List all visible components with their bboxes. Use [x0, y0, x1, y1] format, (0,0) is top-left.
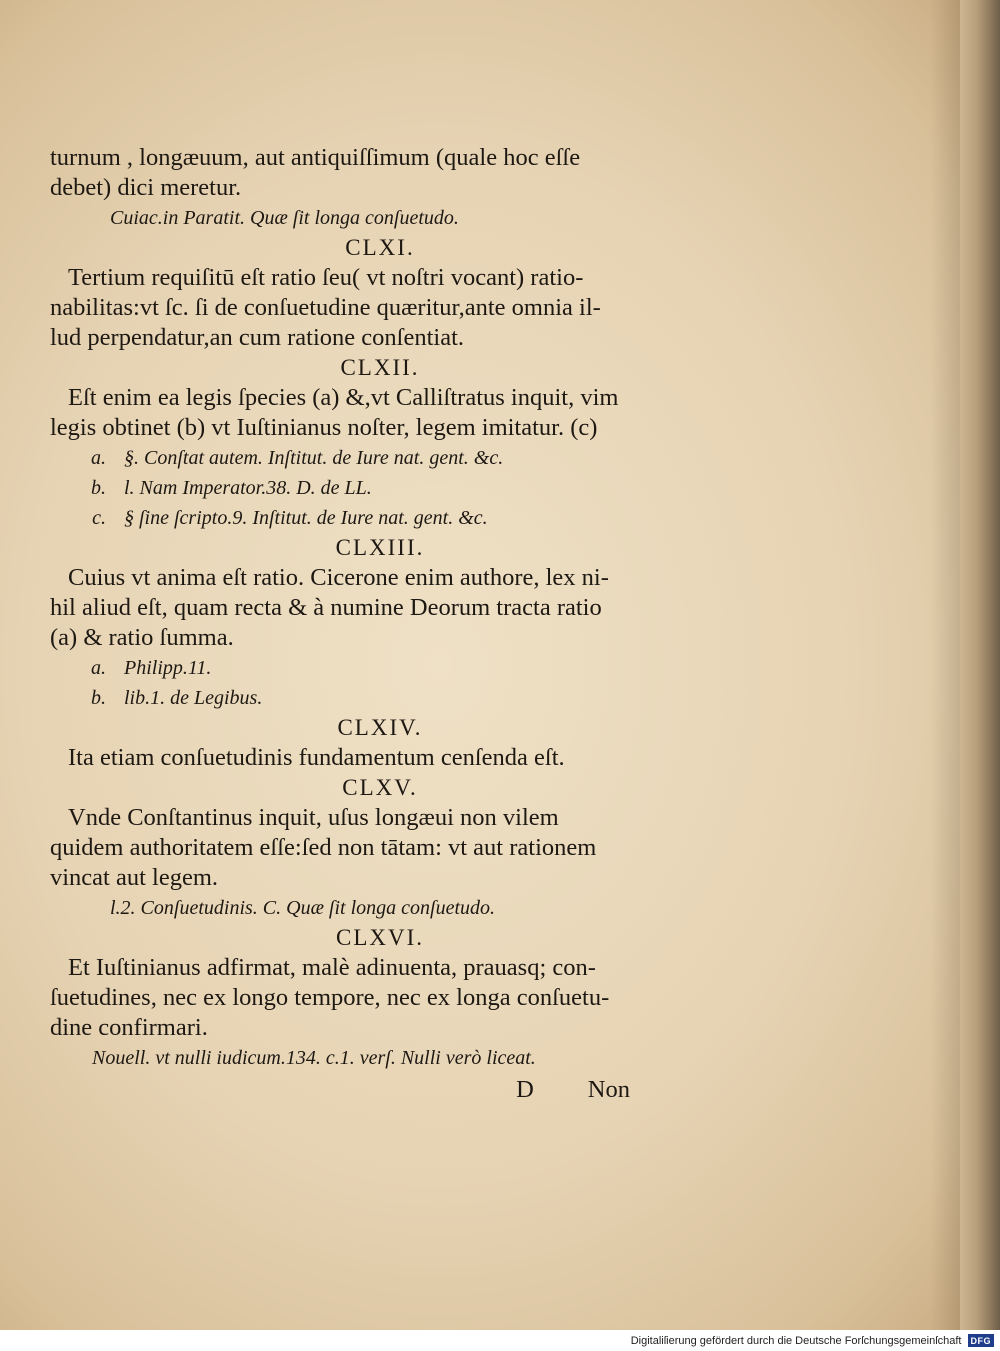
- footnote: [50, 683, 670, 713]
- footnote-mark: a.: [91, 657, 106, 679]
- text-line: vincat aut legem.: [50, 864, 219, 891]
- footnote-text: l. Nam Imperator.38. D. de LL.: [124, 477, 372, 499]
- text-line: Eſt enim ea legis ſpecies (a) &,vt Calliſtratus inquit, vim: [68, 384, 619, 411]
- footnote-text: Philipp.11.: [124, 657, 212, 679]
- citation: Cuiac.in Paratit. Quæ ſit longa conſuetudo.: [110, 207, 459, 229]
- text-line: Et Iuſtinianus adfirmat, malè adinuenta, prauasq; con-: [68, 954, 596, 981]
- footnote-text: § ſine ſcripto.9. Inſtitut. de Iure nat. gent. &c.: [124, 507, 488, 529]
- text-line: ſuetudines, nec ex longo tempore, nec ex longa conſuetu-: [50, 984, 610, 1011]
- text-line: Tertium requiſitū eſt ratio ſeu( vt noſtri vocant) ratio-: [68, 264, 584, 291]
- text-line: legis obtinet (b) vt Iuſtinianus noſter, legem imitatur. (c): [50, 414, 598, 441]
- page-edge: [960, 0, 1000, 1330]
- catchword: Non: [587, 1076, 630, 1103]
- footnote-mark: c.: [92, 507, 106, 529]
- citation: Nouell. vt nulli iudicum.134. c.1. verſ. Nulli verò liceat.: [92, 1047, 536, 1069]
- text-line: quidem authoritatem eſſe:ſed non tātam: vt aut rationem: [50, 834, 597, 861]
- footnote-text: §. Conſtat autem. Inſtitut. de Iure nat. gent. &c.: [124, 447, 504, 469]
- footnote: [50, 443, 670, 473]
- text-line: Ita etiam conſuetudinis fundamentum cenſenda eſt.: [68, 744, 565, 771]
- footnote: [50, 473, 670, 503]
- signature-mark: D: [516, 1076, 534, 1103]
- text-line: dine confirmari.: [50, 1014, 208, 1041]
- digitization-credit-bar: [0, 1330, 1000, 1351]
- text-line: Cuius vt anima eſt ratio. Cicerone enim authore, lex ni-: [68, 564, 609, 591]
- section-number: CLXIII.: [335, 535, 425, 560]
- dfg-logo: DFG: [968, 1334, 995, 1347]
- footnote: [50, 503, 670, 533]
- text-line: nabilitas:vt ſc. ſi de conſuetudine quæritur,ante omnia il-: [50, 294, 601, 321]
- text-line: turnum , longæuum, aut antiquiſſimum (quale hoc eſſe: [50, 144, 581, 171]
- footnote-mark: a.: [91, 447, 106, 469]
- section-number: CLXIV.: [337, 715, 423, 740]
- footnote-text: lib.1. de Legibus.: [124, 687, 263, 709]
- citation: l.2. Conſuetudinis. C. Quæ ſit longa conſuetudo.: [110, 897, 495, 919]
- page-text: [50, 143, 670, 1105]
- section-number: CLXI.: [345, 235, 415, 260]
- footnote-mark: b.: [91, 477, 106, 499]
- footnote-mark: b.: [91, 687, 106, 709]
- text-line: (a) & ratio ſumma.: [50, 624, 234, 651]
- digitization-credit: Digitaliſierung gefördert durch die Deutsche Forſchungsgemeinſchaft: [630, 1334, 962, 1347]
- section-number: CLXVI.: [335, 925, 425, 950]
- section-number: CLXV.: [342, 775, 418, 800]
- text-line: lud perpendatur,an cum ratione conſentiat.: [50, 324, 464, 351]
- text-line: Vnde Conſtantinus inquit, uſus longæui non vilem: [68, 804, 559, 831]
- section-number: CLXII.: [340, 355, 420, 380]
- page-foot: [50, 1075, 670, 1105]
- text-line: hil aliud eſt, quam recta & à numine Deorum tracta ratio: [50, 594, 602, 621]
- text-line: debet) dici meretur.: [50, 174, 242, 201]
- footnote: [50, 653, 670, 683]
